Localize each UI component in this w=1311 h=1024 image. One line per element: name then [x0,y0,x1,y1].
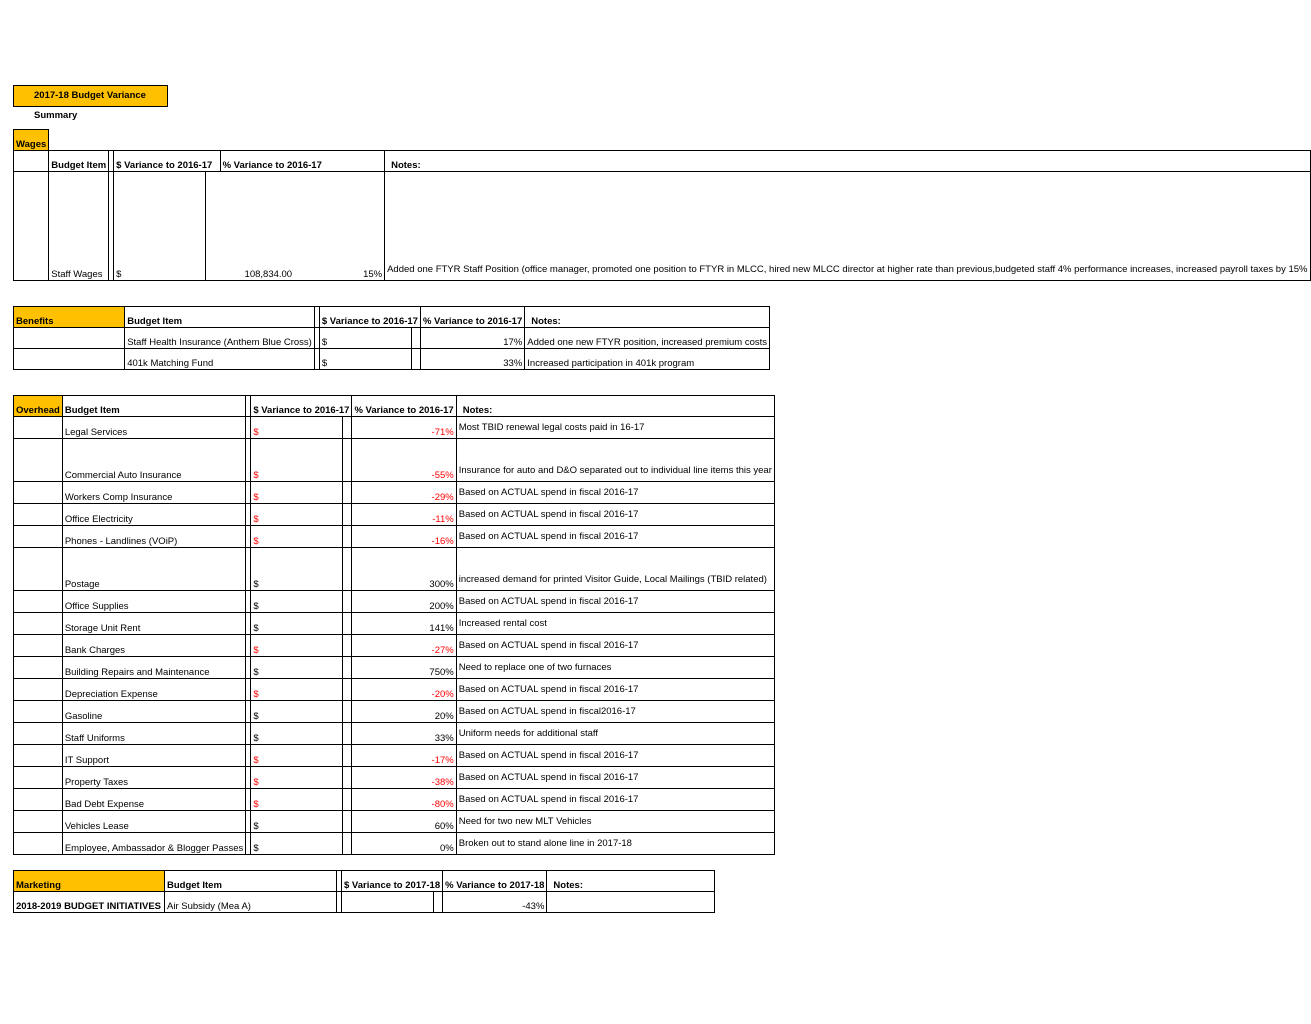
currency-sign: $ [251,591,343,613]
header-dollar-variance: $ Variance to 2017-18 [342,871,443,892]
row-notes: Based on ACTUAL spend in fiscal 2016-17 [456,679,774,701]
table-row [14,504,775,526]
variance-amount-cell [343,657,352,679]
variance-pct: 60% [352,811,456,833]
variance-amount-cell [343,548,352,591]
initiatives-label: 2018-2019 BUDGET INITIATIVES [14,892,165,913]
header-budget-item: Budget Item [62,396,245,417]
header-row [14,151,1311,172]
row-notes: Based on ACTUAL spend in fiscal 2016-17 [456,504,774,526]
section-label: Marketing [14,871,165,892]
budget-item: Bank Charges [62,635,245,657]
header-dollar-variance: $ Variance to 2016-17 [251,396,352,417]
table-row [14,548,775,591]
header-notes: Notes: [547,871,715,892]
budget-item: Building Repairs and Maintenance [62,657,245,679]
variance-amount-cell [343,417,352,439]
currency-sign: $ [251,723,343,745]
variance-pct: -11% [352,504,456,526]
variance-pct: 300% [352,548,456,591]
row-notes: Based on ACTUAL spend in fiscal2016-17 [456,701,774,723]
currency-sign: $ [251,679,343,701]
currency-sign: $ [251,811,343,833]
currency-sign: $ [251,657,343,679]
table-row [14,591,775,613]
variance-amount-cell [343,635,352,657]
variance-amount-cell [343,679,352,701]
section-label: Overhead [14,396,63,417]
header-pct-variance: % Variance to 2017-18 [443,871,547,892]
budget-item: Legal Services [62,417,245,439]
variance-amount-cell [343,723,352,745]
currency-sign: $ [251,701,343,723]
row-notes: Based on ACTUAL spend in fiscal 2016-17 [456,526,774,548]
table-row [14,328,770,349]
budget-item: Gasoline [62,701,245,723]
table-row [14,526,775,548]
header-dollar-variance: $ Variance to 2016-17 [319,307,420,328]
currency-sign: $ [251,417,343,439]
variance-pct: 0% [352,833,456,855]
row-notes: Based on ACTUAL spend in fiscal 2016-17 [456,767,774,789]
variance-amount-cell [343,591,352,613]
currency-sign [342,892,434,913]
variance-pct: 33% [352,723,456,745]
row-notes: Broken out to stand alone line in 2017-18 [456,833,774,855]
budget-item: Office Electricity [62,504,245,526]
variance-pct: -80% [352,789,456,811]
header-budget-item: Budget Item [165,871,337,892]
row-notes: Need for two new MLT Vehicles [456,811,774,833]
variance-pct: 750% [352,657,456,679]
table-row [14,635,775,657]
budget-item: Employee, Ambassador & Blogger Passes [62,833,245,855]
row-notes: Need to replace one of two furnaces [456,657,774,679]
budget-item: Staff Health Insurance (Anthem Blue Cross) [125,328,315,349]
row-notes: Based on ACTUAL spend in fiscal 2016-17 [456,591,774,613]
budget-item: Property Taxes [62,767,245,789]
budget-item: Staff Uniforms [62,723,245,745]
variance-pct: -16% [352,526,456,548]
variance-pct: -55% [352,439,456,482]
variance-amount-cell [343,701,352,723]
header-dollar-variance: $ Variance to 2016-17 [114,151,220,172]
budget-item: Vehicles Lease [62,811,245,833]
section-label: Benefits [14,307,125,328]
table-row [14,767,775,789]
table-row [14,482,775,504]
table-row [14,811,775,833]
budget-item: Phones - Landlines (VOiP) [62,526,245,548]
variance-amount-cell [343,482,352,504]
variance-amount-cell [343,504,352,526]
header-notes: Notes: [456,396,774,417]
currency-sign: $ [251,482,343,504]
budget-item: 401k Matching Fund [125,349,315,370]
variance-amount-cell [343,789,352,811]
variance-amount: 108,834.00 15% [206,172,385,281]
header-notes: Notes: [385,151,1310,172]
budget-item: Commercial Auto Insurance [62,439,245,482]
row-notes: Based on ACTUAL spend in fiscal 2016-17 [456,482,774,504]
budget-item: Office Supplies [62,591,245,613]
variance-pct: -29% [352,482,456,504]
row-notes: Added one FTYR Staff Position (office manager, promoted one position to FTYR in MLCC, hired new MLCC director at higher rate than previous,budgeted staff 4% performance increases, increased payroll taxes by 15% [385,172,1310,281]
table-row [14,892,715,913]
budget-item: Bad Debt Expense [62,789,245,811]
header-row [14,871,715,892]
currency-sign: $ [251,526,343,548]
currency-sign: $ [251,767,343,789]
variance-pct: -20% [352,679,456,701]
variance-pct: -71% [352,417,456,439]
header-budget-item: Budget Item [125,307,315,328]
table-row [14,701,775,723]
header-pct-variance: % Variance to 2016-17 [352,396,456,417]
row-notes: Added one new FTYR position, increased premium costs [525,328,770,349]
header-notes: Notes: [525,307,770,328]
variance-pct: -17% [352,745,456,767]
variance-amount-cell [343,613,352,635]
row-notes: Increased rental cost [456,613,774,635]
header-row [14,307,770,328]
budget-item: Workers Comp Insurance [62,482,245,504]
row-notes: Insurance for auto and D&O separated out to individual line items this year [456,439,774,482]
currency-sign: $ [251,745,343,767]
overhead-section [13,395,775,855]
variance-pct: 20% [352,701,456,723]
variance-pct: 17% [420,328,524,349]
table-row [14,657,775,679]
currency-sign: $ [251,789,343,811]
variance-amount-cell [343,767,352,789]
variance-pct: 141% [352,613,456,635]
currency-sign: $ [251,439,343,482]
variance-pct: 200% [352,591,456,613]
table-row [14,679,775,701]
wages-section [13,129,1311,281]
budget-item: Storage Unit Rent [62,613,245,635]
variance-pct: -43% [443,892,547,913]
row-notes: Based on ACTUAL spend in fiscal 2016-17 [456,789,774,811]
section-label: Wages [14,130,49,151]
table-row [14,789,775,811]
benefits-section [13,306,770,370]
budget-item: Staff Wages [49,172,109,281]
row-notes: Increased participation in 401k program [525,349,770,370]
currency-sign: $ [251,548,343,591]
currency-sign: $ [251,635,343,657]
variance-pct: -38% [352,767,456,789]
table-row [14,723,775,745]
row-notes [547,892,715,913]
currency-sign: $ [251,833,343,855]
header-budget-item: Budget Item [49,151,109,172]
table-row [14,613,775,635]
row-notes: Most TBID renewal legal costs paid in 16-17 [456,417,774,439]
currency-sign: $ [114,172,206,281]
budget-item: Air Subsidy (Mea A) [165,892,337,913]
row-notes: Based on ACTUAL spend in fiscal 2016-17 [456,745,774,767]
row-notes: Based on ACTUAL spend in fiscal 2016-17 [456,635,774,657]
table-row [14,349,770,370]
table-row [14,417,775,439]
variance-pct: -27% [352,635,456,657]
header-row [14,396,775,417]
table-row [14,833,775,855]
variance-amount-cell [343,745,352,767]
budget-item: Postage [62,548,245,591]
variance-amount-cell [343,811,352,833]
budget-item: Depreciation Expense [62,679,245,701]
currency-sign: $ [319,328,411,349]
report-title: 2017-18 Budget Variance Summary [13,85,168,107]
table-row [14,172,1311,281]
table-row [14,745,775,767]
row-notes: increased demand for printed Visitor Guide, Local Mailings (TBID related) [456,548,774,591]
marketing-section [13,870,715,913]
variance-amount-cell [343,439,352,482]
header-pct-variance: % Variance to 2016-17 [220,151,385,172]
variance-pct: 33% [420,349,524,370]
currency-sign: $ [251,504,343,526]
table-row [14,439,775,482]
currency-sign: $ [251,613,343,635]
row-notes: Uniform needs for additional staff [456,723,774,745]
header-pct-variance: % Variance to 2016-17 [420,307,524,328]
variance-amount-cell [343,526,352,548]
variance-amount-cell [343,833,352,855]
section-label-row [14,130,1311,151]
currency-sign: $ [319,349,411,370]
budget-item: IT Support [62,745,245,767]
